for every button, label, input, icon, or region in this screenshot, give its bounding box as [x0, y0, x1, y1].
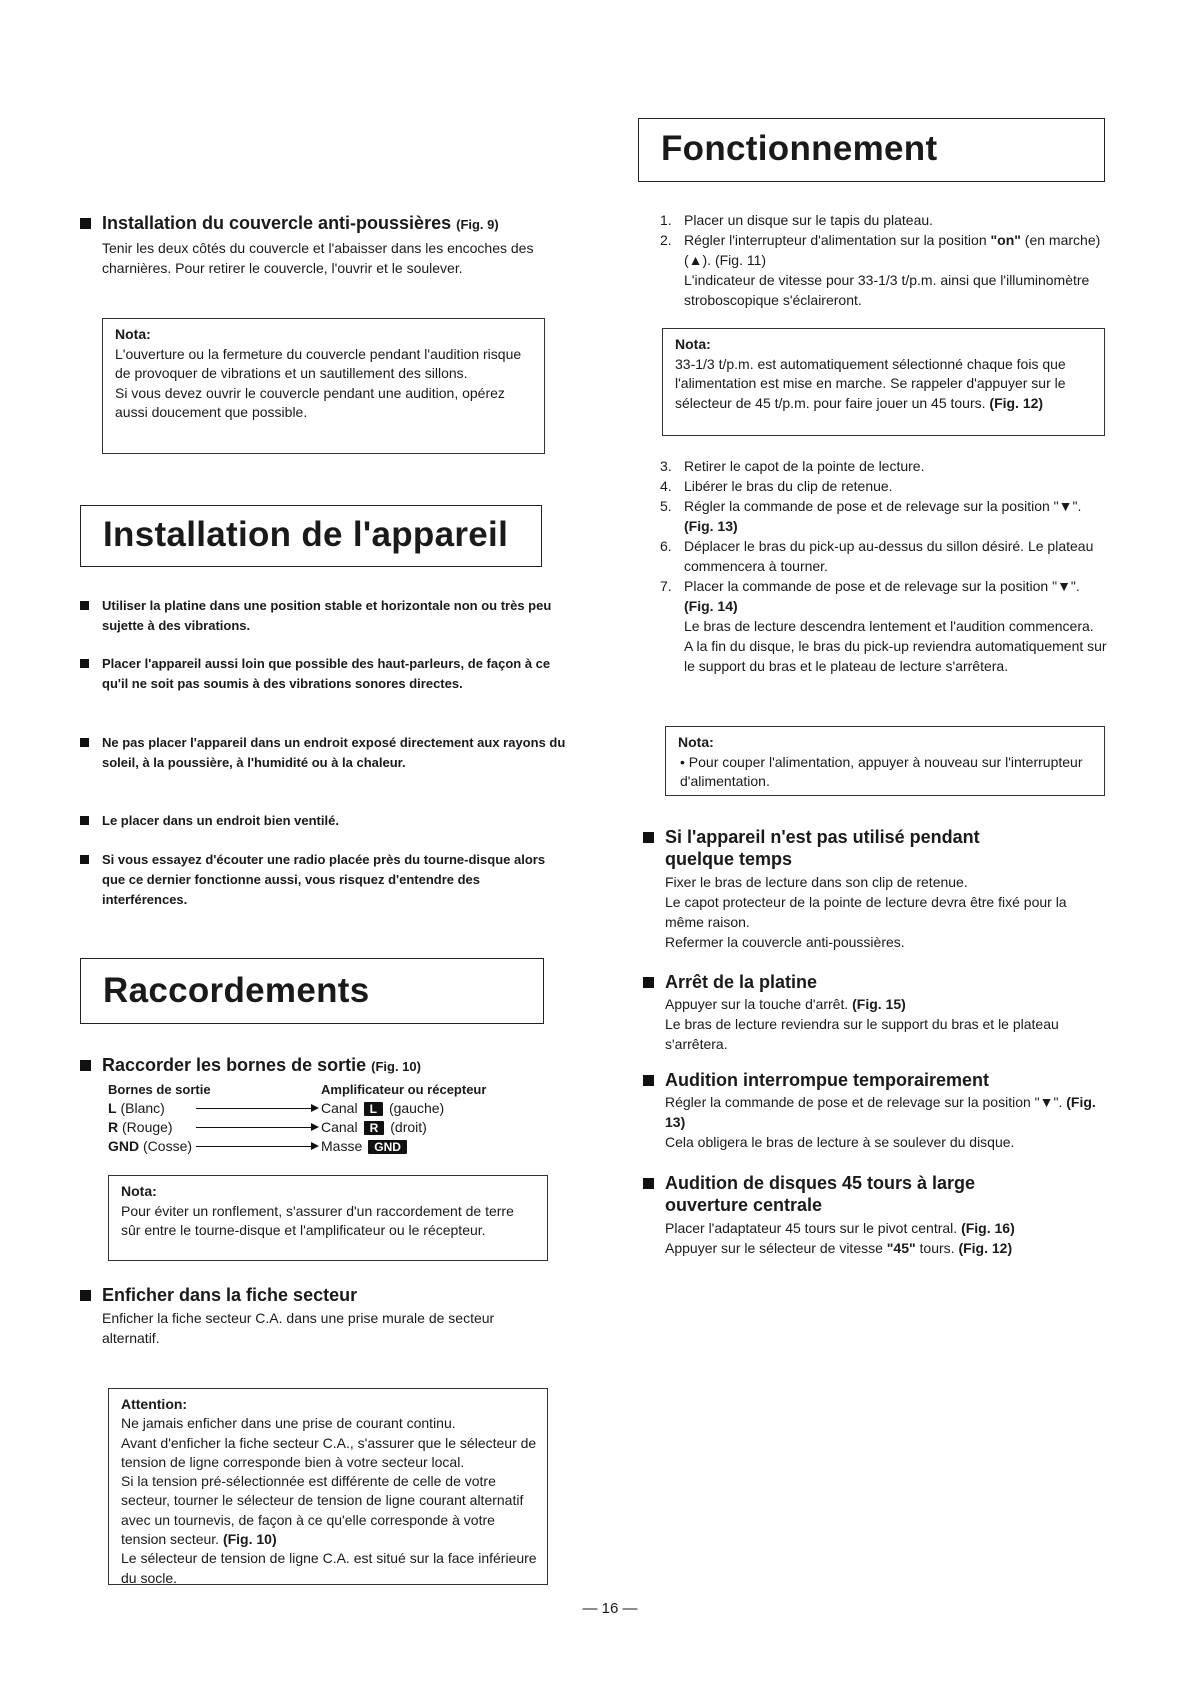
step-2: 2. Régler l'interrupteur d'alimentation sur la position "on" (en marche) (▲). (Fig. 11) L'indicateur de vitesse pour 33-1/3 t/p.m. ainsi que l'illuminomètre stroboscopique s'éclaireront. [660, 232, 1101, 308]
operation-note-1: Nota: 33-1/3 t/p.m. est automatiquement sélectionné chaque fois que l'alimentation est mise en marche. Se rappeler d'appuyer sur le sélecteur de 45 t/p.m. pour faire jouer un 45 tours. (Fig. 12) [662, 328, 1105, 436]
stop-section: Arrêt de la platine Appuyer sur la touche d'arrêt. (Fig. 15) Le bras de lecture reviendra sur le support du bras et le plateau s'arrêtera. [643, 971, 1108, 1054]
operation-title-box [638, 118, 1105, 182]
operation-note-2: Nota: • Pour couper l'alimentation, appuyer à nouveau sur l'interrupteur d'alimentation. [665, 726, 1105, 796]
install-bullet: Placer l'appareil aussi loin que possible des haut-parleurs, de façon à ce qu'il ne soit pas soumis à des vibrations sonores directes. [80, 654, 567, 694]
step-5: 5. Régler la commande de pose et de relevage sur la position "▼". (Fig. 13) [660, 498, 1082, 534]
dust-cover-text: Tenir les deux côtés du couvercle et l'abaisser dans les encoches des charnières. Pour retirer le couvercle, l'ouvrir et le soulever. [102, 240, 534, 276]
plug-section [80, 1284, 545, 1348]
bullet-square [80, 218, 91, 229]
connection-row-r: R (Rouge) Canal R (droit) [108, 1119, 427, 1136]
connection-header-row: Bornes de sortie Amplificateur ou récepteur [108, 1082, 487, 1097]
install-bullet: Le placer dans un endroit bien ventilé. [80, 811, 567, 831]
operation-title: Fonctionnement [661, 129, 938, 168]
steps-list-a [660, 210, 1108, 310]
pause-heading: Audition interrompue temporairement [643, 1069, 1108, 1091]
arrow-icon [311, 1142, 319, 1150]
install-bullet: Utiliser la platine dans une position stable et horizontale non ou très peu sujette à des vibrations. [80, 596, 567, 636]
dust-cover-heading: Installation du couvercle anti-poussières (Fig. 9) [80, 212, 545, 236]
steps-list-b [660, 456, 1108, 676]
page-number: — 16 — [582, 1600, 638, 1617]
connection-row-l: L (Blanc) Canal L (gauche) [108, 1100, 445, 1117]
left-column [80, 212, 545, 278]
connections-section [80, 1054, 545, 1156]
ground-badge: GND [368, 1140, 407, 1154]
plug-attention: Attention: Ne jamais enficher dans une prise de courant continu. Avant d'enficher la fiche secteur C.A., s'assurer que le sélecteur de tension de ligne corresponde bien à votre secteur local. Si la tension pré-sélectionnée est différente de celle de votre secteur, tourner le sélecteur de tension de ligne courant alternatif avec un tournevis, de façon à ce qu'elle corresponde à votre tension secteur. (Fig. 10) Le sélecteur de tension de ligne C.A. est situé sur la face inférieure du socle. [108, 1388, 548, 1585]
step-1: 1. Placer un disque sur le tapis du plateau. [660, 212, 934, 228]
stop-heading: Arrêt de la platine [643, 971, 1108, 993]
connections-note: Nota: Pour éviter un ronflement, s'assurer d'un raccordement de terre sûr entre le tourne-disque et l'amplificateur ou le récepteur. [108, 1175, 548, 1261]
installation-title-box [80, 505, 542, 567]
step-6: 6. Déplacer le bras du pick-up au-dessus du sillon désiré. Le plateau commencera à tourner. [660, 538, 1094, 574]
connection-table [108, 1080, 545, 1156]
connections-title: Raccordements [103, 971, 370, 1010]
step-3: 3. Retirer le capot de la pointe de lecture. [660, 458, 925, 474]
connections-title-box [80, 958, 544, 1024]
unused-section: Si l'appareil n'est pas utilisé pendant quelque temps Fixer le bras de lecture dans son clip de retenue. Le capot protecteur de la pointe de lecture devra être fixé pour la même raison. Refermer la couvercle anti-poussières. [643, 826, 1108, 952]
wide-section: Audition de disques 45 tours à large ouverture centrale Placer l'adaptateur 45 tours sur le pivot central. (Fig. 16) Appuyer sur le sélecteur de vitesse "45" tours. (Fig. 12) [643, 1172, 1108, 1258]
arrow-icon [311, 1104, 319, 1112]
arrow-icon [311, 1123, 319, 1131]
plug-text: Enficher la fiche secteur C.A. dans une prise murale de secteur alternatif. [102, 1310, 495, 1346]
plug-heading: Enficher dans la fiche secteur [80, 1284, 545, 1306]
step-7: 7. Placer la commande de pose et de relevage sur la position "▼". (Fig. 14) Le bras de lecture descendra lentement et l'audition commencera. A la fin du disque, le bras du pick-up reviendra automatiquement sur le support du bras et le plateau de lecture s'arrêtera. [660, 578, 1107, 674]
unused-heading: Si l'appareil n'est pas utilisé pendant quelque temps [643, 826, 1025, 870]
pause-section: Audition interrompue temporairement Régler la commande de pose et de relevage sur la position "▼". (Fig. 13) Cela obligera le bras de lecture à se soulever du disque. [643, 1069, 1108, 1152]
dust-cover-note: Nota: L'ouverture ou la fermeture du couvercle pendant l'audition risque de provoquer de vibrations et un sautillement des sillons. Si vous devez ouvrir le couvercle pendant une audition, opérez aussi doucement que possible. [102, 318, 545, 454]
channel-badge: L [364, 1102, 383, 1116]
connections-heading: Raccorder les bornes de sortie (Fig. 10) [80, 1054, 545, 1078]
install-bullet: Si vous essayez d'écouter une radio placée près du tourne-disque alors que ce dernier fonctionne aussi, vous risquez d'entendre des interférences. [80, 850, 567, 910]
install-bullet: Ne pas placer l'appareil dans un endroit exposé directement aux rayons du soleil, à la poussière, à l'humidité ou à la chaleur. [80, 733, 567, 773]
step-4: 4. Libérer le bras du clip de retenue. [660, 478, 893, 494]
channel-badge: R [364, 1121, 385, 1135]
wide-heading: Audition de disques 45 tours à large ouverture centrale [643, 1172, 1045, 1216]
connection-row-gnd: GND (Cosse) Masse GND [108, 1137, 545, 1156]
installation-title: Installation de l'appareil [103, 515, 509, 554]
